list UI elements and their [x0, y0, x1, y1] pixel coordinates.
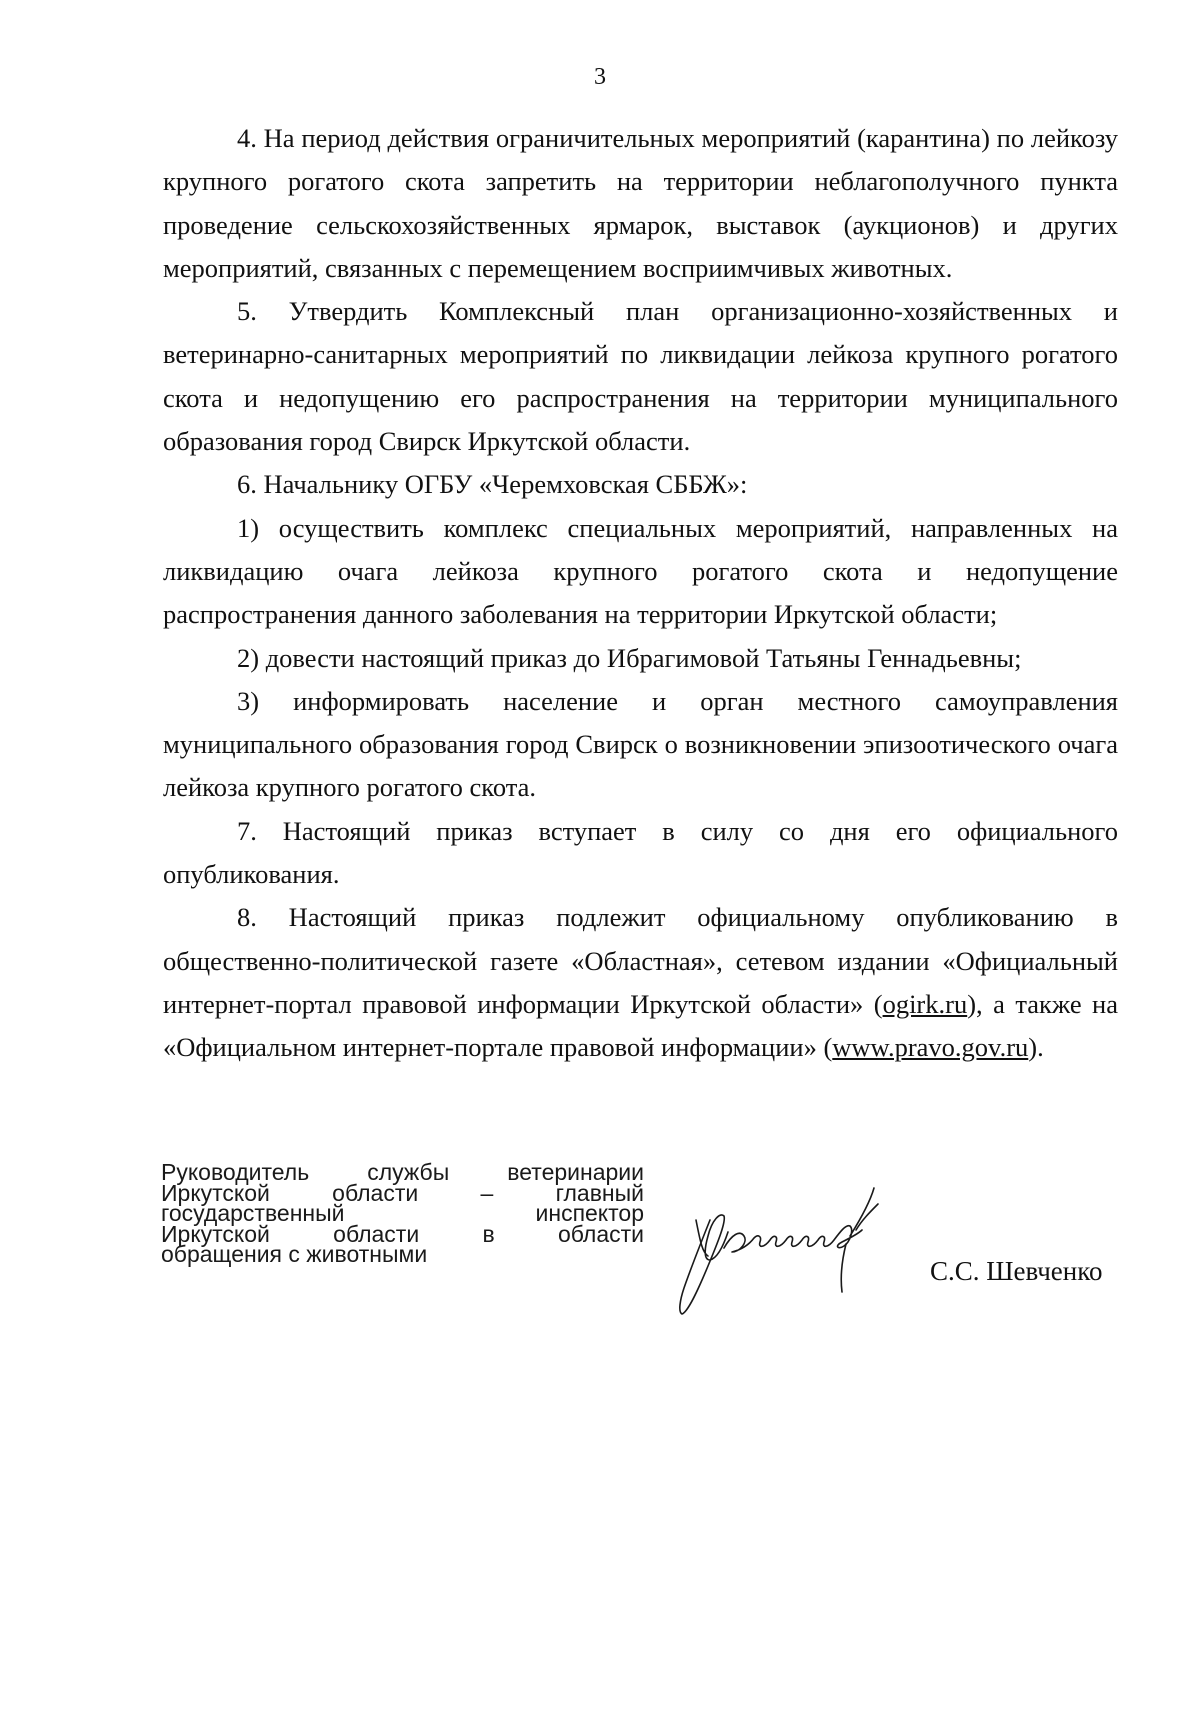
paragraph-8-text-start: 8. Настоящий приказ подлежит официальному опубликованию в общественно-политической газете «Областная», сетевом издании «Официальный интернет-портал правовой информации Иркутской области» ( [163, 902, 1118, 1019]
position-line-3: государственный инспектор [161, 1200, 644, 1226]
paragraph-6-item-1: 1) осуществить комплекс специальных мероприятий, направленных на ликвидацию очага лейкоза крупного рогатого скота и недопущение распространения данного заболевания на территории Иркутской области; [163, 512, 1118, 630]
paragraph-5: 5. Утвердить Комплексный план организационно-хозяйственных и ветеринарно-санитарных мероприятий по ликвидации лейкоза крупного рогатого скота и недопущению его распространения на территории муниципального образования город Свирск Иркутской области. [163, 296, 1118, 457]
signer-name: С.С. Шевченко [930, 1256, 1103, 1286]
signer-position [161, 1159, 644, 1267]
paragraph-6-item-2: 2) довести настоящий приказ до Ибрагимовой Татьяны Геннадьевны; [237, 642, 1022, 673]
position-line-2: Иркутской области – главный [161, 1179, 644, 1206]
position-line-1: Руководитель службы ветеринарии [161, 1159, 644, 1185]
pravo-gov-link[interactable]: www.pravo.gov.ru [832, 1032, 1029, 1063]
paragraph-8-text-end: ). [1028, 1032, 1044, 1063]
paragraph-6-item-3: 3) информировать население и орган местного самоуправления муниципального образования город Свирск о возникновении эпизоотического очага лейкоза крупного рогатого скота. [163, 685, 1118, 803]
position-line-5: обращения с животными [161, 1241, 428, 1267]
paragraph-8-text-middle: ), а также на «Официальном интернет-портале правовой информации» ( [163, 988, 1119, 1063]
paragraph-7: 7. Настоящий приказ вступает в силу со дня его официального опубликования. [163, 815, 1118, 890]
paragraph-6: 6. Начальнику ОГБУ «Черемховская СББЖ»: [237, 469, 748, 500]
paragraph-8 [163, 896, 1118, 1069]
position-line-4: Иркутской области в области [161, 1220, 644, 1247]
document-body [163, 117, 1118, 1070]
ogirk-link[interactable]: ogirk.ru [882, 988, 968, 1019]
handwritten-signature [674, 1180, 934, 1320]
page-number: 3 [594, 64, 606, 90]
paragraph-4: 4. На период действия ограничительных мероприятий (карантина) по лейкозу крупного рогатого скота запретить на территории неблагополучного пункта проведение сельскохозяйственных ярмарок, выставок (аукционов) и других мероприятий, связанных с перемещением восприимчивых животных. [163, 123, 1118, 283]
